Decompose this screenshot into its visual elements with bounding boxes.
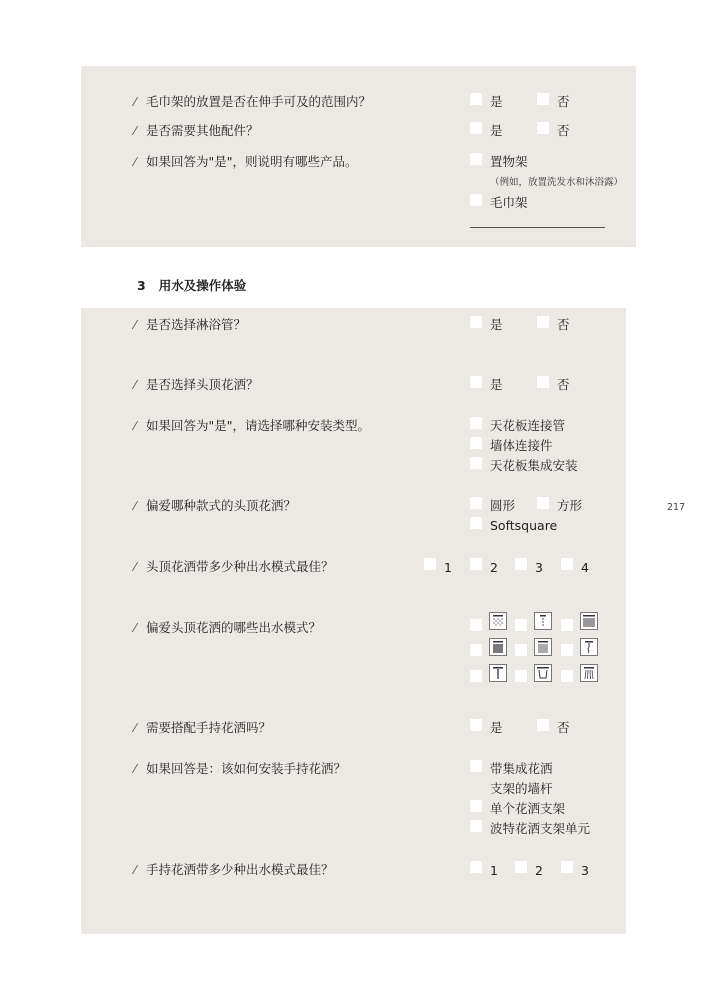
checkbox-no[interactable] (537, 93, 549, 105)
option-mode-2-label: 2 (535, 863, 543, 878)
question-text: 是否需要其他配件？ (146, 123, 259, 138)
question-text: 是否选择淋浴管？ (146, 317, 247, 332)
question-text: 偏爱头顶花洒的哪些出水模式？ (146, 620, 322, 635)
single-jet-icon (489, 664, 507, 682)
question-shower-hose (134, 317, 246, 333)
option-square-label: 方形 (557, 498, 583, 513)
option-single-holder-label: 单个花洒支架 (490, 801, 566, 816)
question-hand-shower-modes-count (134, 862, 334, 878)
bullet-slash: ⁄ (134, 499, 137, 513)
option-softsquare-label: Softsquare (490, 518, 558, 533)
option-yes-label: 是 (490, 123, 503, 138)
spray-icon (489, 612, 507, 630)
checkbox-spray-type[interactable] (561, 619, 573, 631)
option-mode-1-label: 1 (444, 560, 452, 575)
option-shelf-note: （例如，放置洗发水和沐浴露） (490, 177, 624, 188)
option-no-label: 否 (557, 720, 570, 735)
question-towel-rack-reach (134, 94, 371, 110)
option-yes-label: 是 (490, 94, 503, 109)
bullet-slash: ⁄ (134, 155, 137, 169)
checkbox-spray-type[interactable] (515, 619, 527, 631)
option-yes-label: 是 (490, 377, 503, 392)
option-mode-1-label: 1 (490, 863, 498, 878)
checkbox-single-holder[interactable] (470, 800, 482, 812)
option-porter-unit-label: 波特花洒支架单元 (490, 821, 591, 836)
option-wall-bar-label-line2: 支架的墙杆 (490, 781, 553, 796)
bullet-slash: ⁄ (134, 124, 137, 138)
option-no-label: 否 (557, 377, 570, 392)
checkbox-round[interactable] (470, 497, 482, 509)
question-text: 头顶花洒带多少种出水模式最佳？ (146, 559, 334, 574)
checkbox-spray-type[interactable] (561, 670, 573, 682)
checkbox-yes[interactable] (470, 122, 482, 134)
checkbox-no[interactable] (537, 376, 549, 388)
checkbox-yes[interactable] (470, 376, 482, 388)
checkbox-no[interactable] (537, 122, 549, 134)
option-mode-4-label: 4 (581, 560, 589, 575)
question-text: 偏爱哪种款式的头顶花洒？ (146, 498, 297, 513)
checkbox-mode-2[interactable] (470, 558, 482, 570)
bullet-slash: ⁄ (134, 621, 137, 635)
bullet-slash: ⁄ (134, 95, 137, 109)
option-round-label: 圆形 (490, 498, 516, 513)
bullet-slash: ⁄ (134, 378, 137, 392)
rain-drops-icon (534, 612, 552, 630)
fill-in-line[interactable] (470, 227, 605, 228)
dense-rain-icon (489, 638, 507, 656)
option-towel-rack-label: 毛巾架 (490, 195, 528, 210)
question-other-accessories (134, 123, 259, 139)
bullet-slash: ⁄ (134, 318, 137, 332)
checkbox-spray-type[interactable] (515, 670, 527, 682)
question-text: 如果回答为"是"，则说明有哪些产品。 (146, 154, 358, 169)
checkbox-no[interactable] (537, 316, 549, 328)
question-overhead-style (134, 498, 296, 514)
checkbox-spray-type[interactable] (470, 670, 482, 682)
checkbox-mode-4[interactable] (561, 558, 573, 570)
question-which-products (134, 154, 358, 170)
checkbox-yes[interactable] (470, 93, 482, 105)
checkbox-mode-1[interactable] (424, 558, 436, 570)
rain-jet-icon (534, 638, 552, 656)
question-text: 手持花洒带多少种出水模式最佳？ (146, 862, 334, 877)
checkbox-spray-type[interactable] (470, 644, 482, 656)
full-rain-icon (580, 612, 598, 630)
question-text: 如果回答是：该如何安装手持花洒？ (146, 761, 347, 776)
checkbox-ceiling-connector[interactable] (470, 417, 482, 429)
option-ceiling-connector-label: 天花板连接管 (490, 418, 566, 433)
option-shelf-label: 置物架 (490, 154, 528, 169)
bowl-spray-icon (534, 664, 552, 682)
bullet-slash: ⁄ (134, 762, 137, 776)
checkbox-mode-1[interactable] (470, 861, 482, 873)
checkbox-wall-connector[interactable] (470, 437, 482, 449)
checkbox-softsquare[interactable] (470, 517, 482, 529)
checkbox-spray-type[interactable] (470, 619, 482, 631)
checkbox-spray-type[interactable] (515, 644, 527, 656)
question-text: 如果回答为"是"，请选择哪种安装类型。 (146, 418, 371, 433)
question-overhead-modes-count (134, 559, 334, 575)
checkbox-ceiling-integrated[interactable] (470, 457, 482, 469)
option-ceiling-integrated-label: 天花板集成安装 (490, 458, 578, 473)
page-number: 217 (667, 502, 686, 513)
question-text: 需要搭配手持花洒吗？ (146, 720, 272, 735)
checkbox-spray-type[interactable] (561, 644, 573, 656)
option-yes-label: 是 (490, 317, 503, 332)
bullet-slash: ⁄ (134, 721, 137, 735)
bullet-slash: ⁄ (134, 560, 137, 574)
checkbox-wall-bar[interactable] (470, 760, 482, 772)
question-text: 毛巾架的放置是否在伸手可及的范围内？ (146, 94, 372, 109)
option-mode-3-label: 3 (535, 560, 543, 575)
option-wall-bar-label-line1: 带集成花洒 (490, 761, 553, 776)
question-hand-shower (134, 720, 271, 736)
checkbox-mode-2[interactable] (515, 861, 527, 873)
checkbox-mode-3[interactable] (561, 861, 573, 873)
question-text: 是否选择头顶花洒？ (146, 377, 259, 392)
option-no-label: 否 (557, 123, 570, 138)
checkbox-no[interactable] (537, 719, 549, 731)
option-yes-label: 是 (490, 720, 503, 735)
bullet-slash: ⁄ (134, 419, 137, 433)
checkbox-porter-unit[interactable] (470, 820, 482, 832)
checkbox-yes[interactable] (470, 719, 482, 731)
waterfall-icon (580, 664, 598, 682)
option-no-label: 否 (557, 317, 570, 332)
option-wall-connector-label: 墙体连接件 (490, 438, 553, 453)
checkbox-square[interactable] (537, 497, 549, 509)
option-mode-2-label: 2 (490, 560, 498, 575)
option-no-label: 否 (557, 94, 570, 109)
question-hand-shower-mount (134, 761, 346, 777)
checkbox-yes[interactable] (470, 316, 482, 328)
section-heading: 3 用水及操作体验 (137, 278, 247, 293)
question-installation-type (134, 418, 370, 434)
checkbox-towel-rack[interactable] (470, 194, 482, 206)
question-overhead-shower (134, 377, 259, 393)
checkbox-shelf[interactable] (470, 153, 482, 165)
bullet-slash: ⁄ (134, 863, 137, 877)
checkbox-mode-3[interactable] (515, 558, 527, 570)
option-mode-3-label: 3 (581, 863, 589, 878)
needle-jet-icon (580, 638, 598, 656)
question-overhead-spray-types (134, 620, 321, 636)
